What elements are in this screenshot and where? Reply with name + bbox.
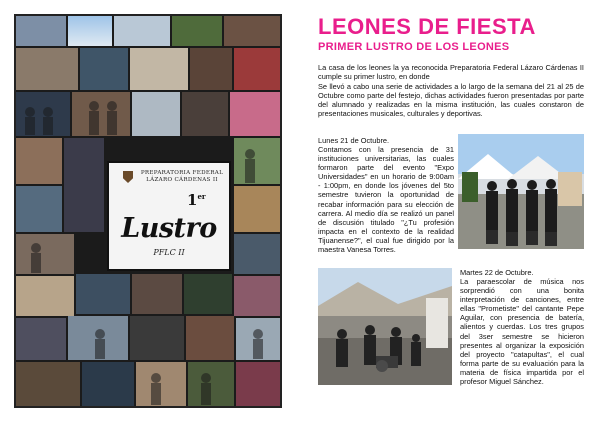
badge-lustro-word: Lustro — [121, 213, 217, 244]
badge-abbrev: PFLC II — [153, 248, 185, 257]
music-performance-photo — [318, 268, 452, 385]
day2-heading: Martes 22 de Octubre. — [460, 268, 534, 277]
photo-collage — [14, 14, 282, 408]
school-shield-icon — [123, 171, 133, 183]
badge-number: 1er — [187, 191, 206, 209]
intro-paragraph: La casa de los leones la ya reconocida Preparatoria Federal Lázaro Cárdenas II cumple su primer lustro, en donde — [318, 63, 584, 82]
day1-heading: Lunes 21 de Octubre. — [318, 136, 390, 145]
badge-institution: PREPARATORIA FEDERAL LÁZARO CÁRDENAS II — [140, 170, 224, 183]
paragraph-expo-universidades: Contamos con la presencia de 31 instituciones universitarias, las cuales formaron parte del evento "Expo Universidades" en un horario de 9:00am - 1:00pm, en donde los jóvenes del 5to semestre tuvieron la oportunidad de recabar información para su elección de carrera. Al medio día se realizó un panel de discusión titulado "¿Tu profesión impacta en el contexto de la realidad Tijuanense?", el cual fue dirigido por la maestra Vanesa Torres. — [318, 145, 454, 255]
article-title: LEONES DE FIESTA — [318, 14, 536, 39]
expo-universidades-photo — [458, 134, 584, 249]
first-lustro-badge — [107, 161, 231, 271]
music-photo-art — [318, 268, 452, 385]
article-subtitle: PRIMER LUSTRO DE LOS LEONES — [318, 41, 510, 53]
expo-photo-art — [458, 134, 584, 249]
paragraph-week: Se llevó a cabo una serie de actividades a lo largo de la semana del 21 al 25 de Octubre como parte del festejo, dichas actividades fueron presentadas por parte del alumnado y realizadas en la misma institución, las cuales constaron de presentaciones musicales, culturales y deportivas. — [318, 82, 584, 119]
paragraph-music-catapultas: La paraescolar de música nos sorprendió con una bonita interpretación de canciones, entre ellas "Prometiste" del cantante Pepe Aguilar, con presencia de batería, alientos y cuerdas. Los tres grupos del 3ser semestre se hicieron presentes al organizar la exposición del proyecto "catapultas", el cual forma parte de su evaluación para la materia de física impartida por el profesor Miguel Sánchez. — [460, 277, 584, 387]
